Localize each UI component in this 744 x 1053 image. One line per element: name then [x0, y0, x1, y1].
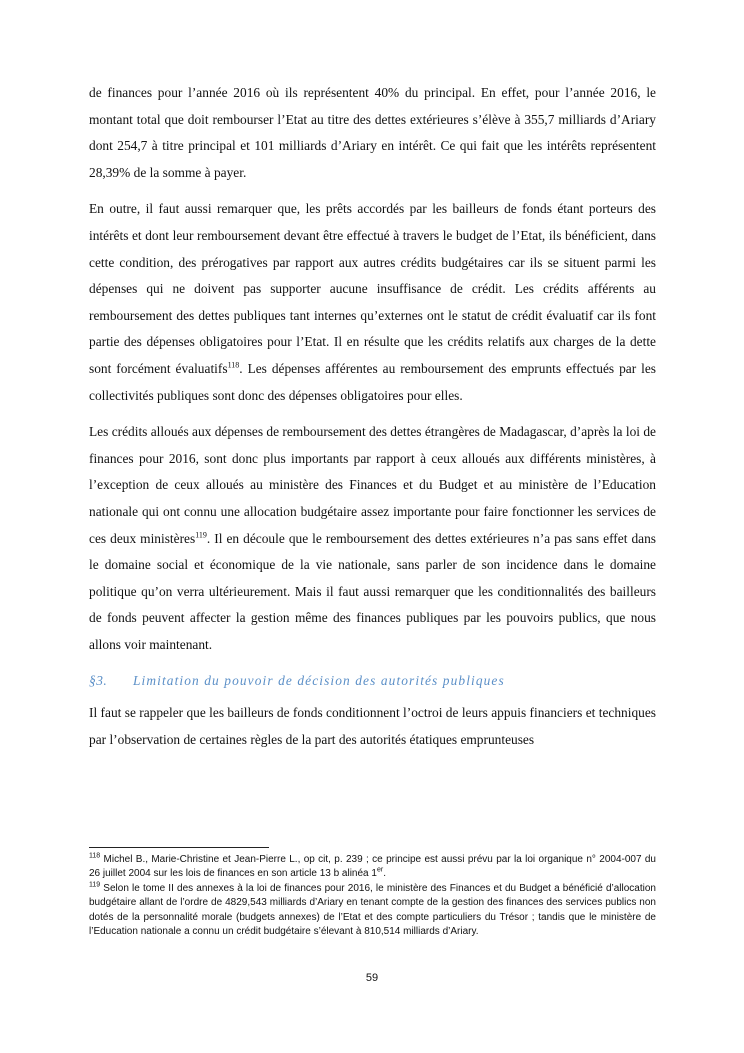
- page-number: 59: [365, 972, 379, 984]
- section-title: Limitation du pouvoir de décision des autorités publiques: [133, 673, 505, 689]
- footnote-118: [89, 853, 656, 882]
- paragraph-2-text-a: En outre, il faut aussi remarquer que, les prêts accordés par les bailleurs de fonds étant porteurs des intérêts et dont leur remboursement devant être effectué à travers le budget de l’Etat, ils bénéficient, dans cette condition, des prérogatives par rapport aux autres crédits budgétaires car ils se situent parmi les dépenses qui ne doivent pas supporter aucune insuffisance de crédit. Les crédits afférents au remboursement des dettes publiques tant internes qu’externes ont le statut de crédit évaluatif car ils font partie des dépenses obligatoires pour l’Etat. Il en résulte que les crédits relatifs aux charges de la dette sont forcément évaluatifs: [89, 201, 656, 376]
- footnote-separator: [89, 847, 269, 848]
- paragraph-1: [89, 80, 656, 186]
- paragraph-4: [89, 700, 656, 753]
- footnote-ref-119[interactable]: 119: [195, 530, 207, 540]
- paragraph-2: [89, 196, 656, 409]
- footnote-119: [89, 882, 656, 940]
- paragraph-3-text-b: . Il en découle que le remboursement des dettes extérieures n’a pas sans effet dans le domaine social et économique de la vie nationale, sans parler de son incidence dans le domaine politique qu’on verra ultérieurement. Mais il faut aussi remarquer que les conditionnalités des bailleurs de fonds peuvent affecter la gestion même des finances publiques par les pouvoirs publics, que nous allons voir maintenant.: [89, 530, 656, 652]
- paragraph-2-text-b: . Les dépenses afférentes au remboursement des emprunts effectués par les collectivités publiques sont donc des dépenses obligatoires pour elles.: [89, 360, 656, 403]
- page-body: [89, 80, 656, 764]
- footnote-118-number: 118: [89, 852, 101, 860]
- footnote-118-text-a: Michel B., Marie-Christine et Jean-Pierre L., op cit, p. 239 ; ce principe est aussi prévu par la loi organique n° 2004-007 du 26 juillet 2004 sur les lois de finances en son article 13 b alinéa 1: [89, 854, 656, 880]
- footnotes: [89, 853, 656, 939]
- footnote-119-number: 119: [89, 881, 101, 889]
- footnote-119-text: Selon le tome II des annexes à la loi de finances pour 2016, le ministère des Finances et du Budget a bénéficié d’allocation budgétaire allant de l’ordre de 4829,543 milliards d’Ariary en tenant compte de la gestion des finances des services publics non dotés de la personnalité morale (budgets annexes) de l’Etat et des compte particuliers du Trésor ; tandis que le ministère de l’Education nationale a connu un crédit budgétaire s’élevant à 810,514 milliards d’Ariary.: [89, 882, 656, 938]
- paragraph-3-text-a: Les crédits alloués aux dépenses de remboursement des dettes étrangères de Madagascar, d’après la loi de finances pour 2016, sont donc plus importants par rapport à ceux alloués aux différents ministères, à l’exception de ceux alloués au ministère des Finances et du Budget et au ministère de l’Education nationale qui ont connu une allocation budgétaire assez importante pour faire fonctionner les services de ces deux ministères: [89, 424, 656, 546]
- paragraph-3: [89, 419, 656, 658]
- footnote-118-text-b: .: [383, 868, 386, 880]
- paragraph-4-text: Il faut se rappeler que les bailleurs de fonds conditionnent l’octroi de leurs appuis financiers et techniques par l’observation de certaines règles de la part des autorités étatiques emprunteuses: [89, 705, 656, 748]
- section-number: §3.: [89, 673, 108, 689]
- footnote-ref-118[interactable]: 118: [227, 360, 240, 370]
- section-heading: [89, 668, 656, 694]
- footnote-118-ordinal: er: [376, 867, 384, 875]
- paragraph-1-text: de finances pour l’année 2016 où ils représentent 40% du principal. En effet, pour l’année 2016, le montant total que doit rembourser l’Etat au titre des dettes extérieures s’élève à 355,7 milliards d’Ariary dont 254,7 à titre principal et 101 milliards d’Ariary en intérêt. Ce qui fait que les intérêts représentent 28,39% de la somme à payer.: [89, 85, 656, 180]
